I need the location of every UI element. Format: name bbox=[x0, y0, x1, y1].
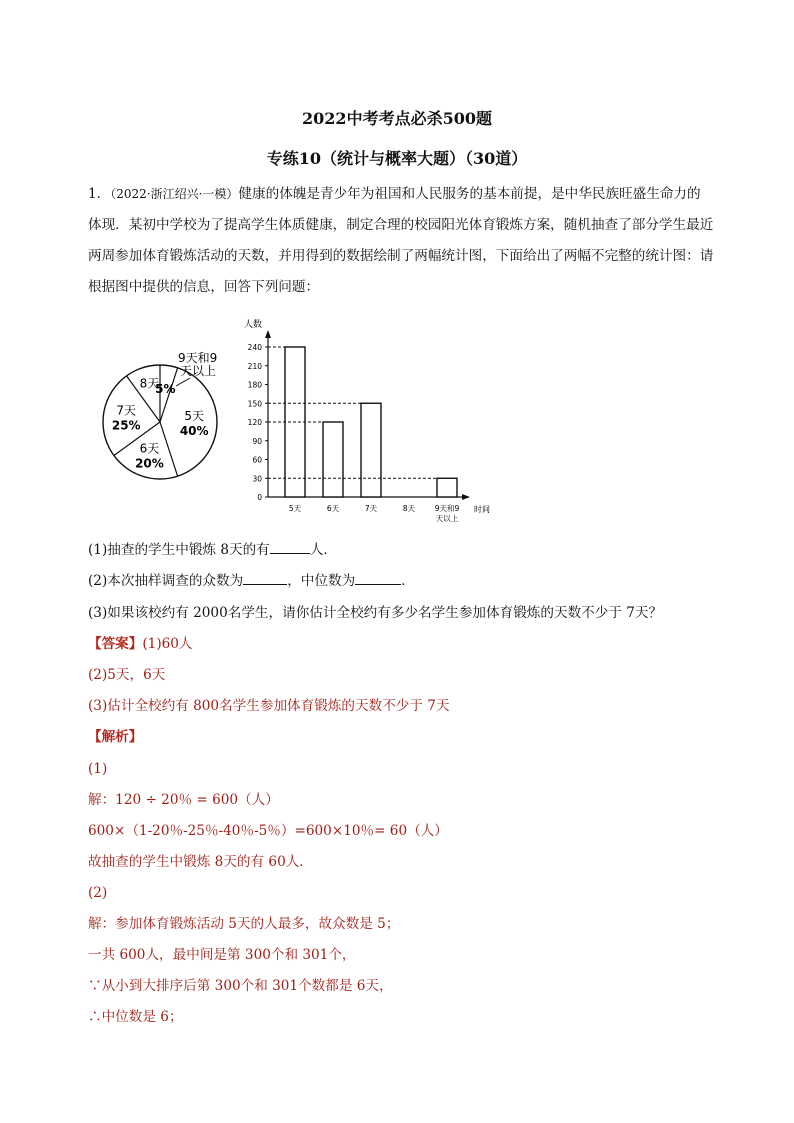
pie-value-label: 40% bbox=[179, 424, 209, 438]
answer-2: (2)5天，6天 bbox=[88, 667, 166, 683]
question-line-2: 体现．某初中学校为了提高学生体质健康，制定合理的校园阳光体育锻炼方案，随机抽查了部分学生最近 bbox=[88, 217, 714, 233]
y-tick-label: 150 bbox=[247, 399, 262, 409]
pie-category-label: 6天 bbox=[139, 441, 160, 456]
pie-category-label: 5天 bbox=[184, 409, 205, 423]
part-1-tail: 人． bbox=[309, 542, 337, 558]
pie-value-label: 20% bbox=[135, 456, 164, 471]
analysis-1-line-1: 解：120 ÷ 20％ = 600（人） bbox=[88, 792, 279, 808]
question-line-4: 根据图中提供的信息，回答下列问题： bbox=[88, 279, 320, 295]
part-2-tail: ． bbox=[401, 573, 415, 589]
y-axis-label: 人数 bbox=[244, 320, 263, 330]
analysis-part-2: (2) bbox=[88, 885, 108, 901]
question-number: 1． bbox=[88, 186, 111, 202]
x-tick-label: 8天 bbox=[402, 504, 416, 513]
y-tick-label: 30 bbox=[252, 474, 262, 484]
pie-chart bbox=[80, 340, 240, 500]
analysis-2-line-2: 一共 600人，最中间是第 300个和 301个， bbox=[88, 947, 356, 963]
y-axis-arrow bbox=[265, 330, 271, 338]
question-source: （2022·浙江绍兴·一模） bbox=[110, 187, 239, 201]
answer-line-1 bbox=[88, 634, 193, 654]
analysis-2-line-4: ∴中位数是 6； bbox=[88, 1009, 183, 1025]
part-2-text: (2)本次抽样调查的众数为 bbox=[88, 573, 244, 589]
pie-value-label: 25% bbox=[111, 418, 141, 433]
bar bbox=[437, 478, 457, 497]
pie-category-label: 7天 bbox=[116, 403, 137, 418]
x-tick-label: 6天 bbox=[326, 504, 340, 513]
y-tick-label: 210 bbox=[247, 361, 262, 371]
bar-chart bbox=[236, 314, 498, 526]
pie-callout-label: 9天和9 天以上 bbox=[178, 351, 218, 378]
y-tick-label: 90 bbox=[252, 436, 262, 446]
answer-blank-1[interactable] bbox=[270, 553, 310, 554]
answer-3: (3)估计全校约有 800名学生参加体育锻炼的天数不少于 7天 bbox=[88, 698, 450, 714]
x-tick-label: 9天和9 天以上 bbox=[434, 504, 460, 523]
part-1 bbox=[88, 540, 337, 560]
part-2-mid: ，中位数为 bbox=[287, 573, 356, 589]
bar bbox=[361, 403, 381, 497]
question-text-1: 健康的体魄是青少年为祖国和人民服务的基本前提，是中华民族旺盛生命力的 bbox=[238, 186, 701, 202]
question-line-3: 两周参加体育锻炼活动的天数，并用得到的数据绘制了两幅统计图，下面给出了两幅不完整的统计图：请 bbox=[88, 248, 714, 264]
y-tick-label: 180 bbox=[247, 380, 262, 390]
pie-value-label: 5% bbox=[155, 382, 176, 397]
analysis-1-line-3: 故抽查的学生中锻炼 8天的有 60人． bbox=[88, 854, 313, 870]
analysis-part-1: (1) bbox=[88, 761, 108, 777]
x-axis-label: 时间 bbox=[474, 505, 490, 514]
pie-callout-line bbox=[176, 378, 190, 386]
y-tick-label: 240 bbox=[247, 343, 262, 352]
page-subtitle: 专练10（统计与概率大题）（30道） bbox=[266, 149, 528, 168]
part-1-text: (1)抽查的学生中锻炼 8天的有 bbox=[88, 542, 270, 558]
answer-1: (1)60人 bbox=[142, 636, 193, 652]
answer-label: 【答案】 bbox=[88, 636, 143, 652]
x-tick-label: 7天 bbox=[364, 504, 378, 513]
page-title: 2022中考考点必杀500题 bbox=[302, 109, 492, 128]
x-axis-arrow bbox=[462, 494, 470, 500]
part-2 bbox=[88, 571, 415, 591]
bar-marks bbox=[248, 330, 490, 523]
y-tick-label: 0 bbox=[257, 493, 262, 502]
x-tick-label: 5天 bbox=[288, 504, 302, 513]
analysis-label: 【解析】 bbox=[88, 729, 143, 745]
answer-blank-2[interactable] bbox=[243, 584, 287, 585]
answer-blank-3[interactable] bbox=[355, 584, 401, 585]
pie-slices bbox=[103, 351, 217, 479]
analysis-2-line-3: ∵从小到大排序后第 300个和 301个数都是 6天， bbox=[88, 978, 393, 994]
bar bbox=[323, 422, 343, 497]
analysis-1-line-2: 600×（1-20％-25％-40％-5％）=600×10％= 60（人） bbox=[88, 823, 448, 839]
y-tick-label: 120 bbox=[247, 418, 262, 427]
part-3: (3)如果该校约有 2000名学生，请你估计全校约有多少名学生参加体育锻炼的天数不少于 7天？ bbox=[88, 605, 663, 621]
pie-category-label: 8天 bbox=[139, 376, 160, 391]
y-tick-label: 60 bbox=[252, 455, 262, 465]
question-line-1 bbox=[88, 184, 701, 204]
analysis-2-line-1: 解：参加体育锻炼活动 5天的人最多，故众数是 5； bbox=[88, 916, 400, 932]
